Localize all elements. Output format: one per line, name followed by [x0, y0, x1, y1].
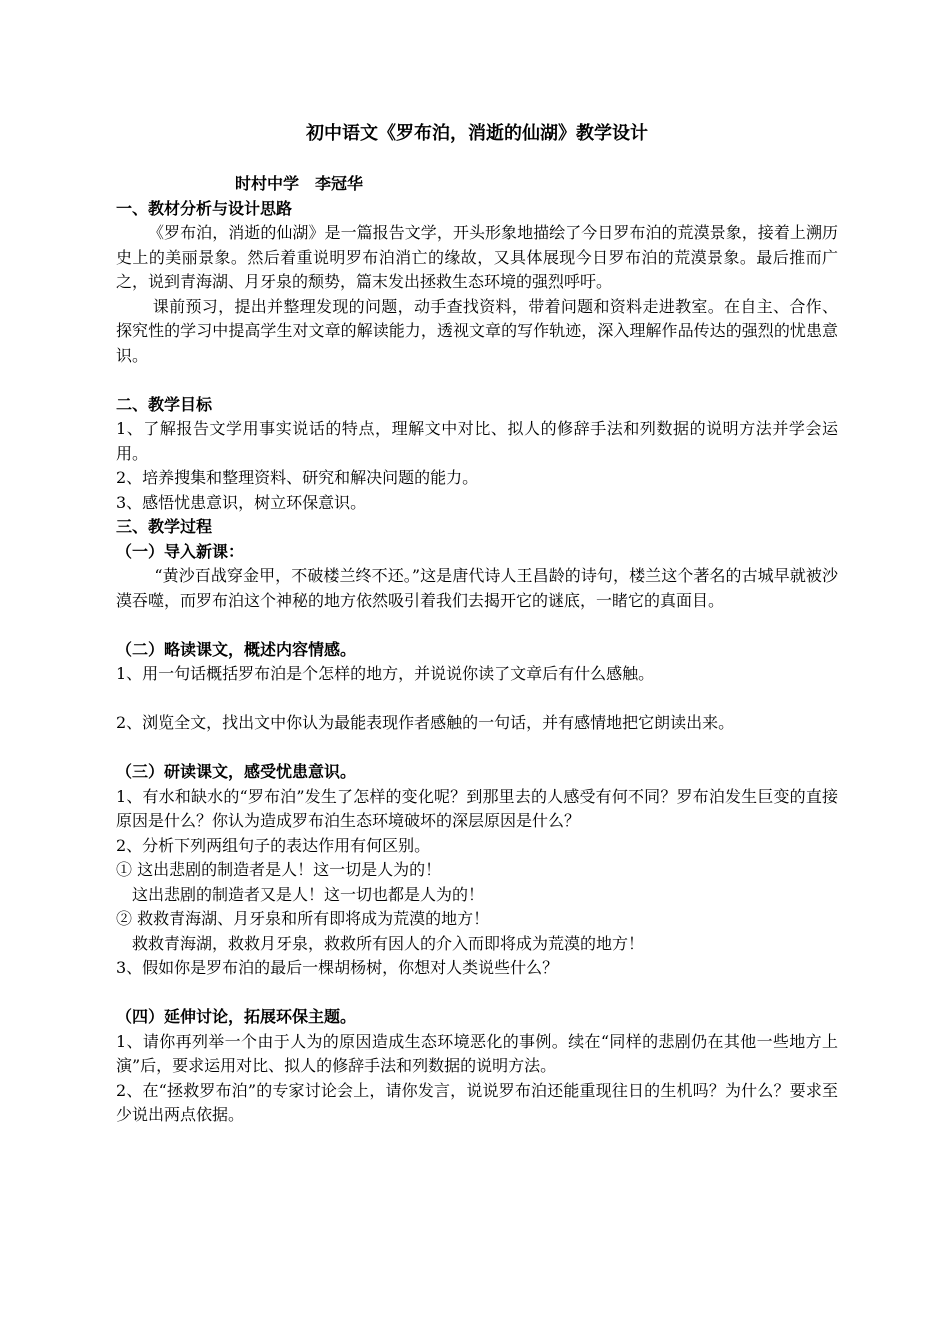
spacer	[116, 613, 838, 638]
sentence-group-2a: ② 救救青海湖、月牙泉和所有即将成为荒漠的地方！	[116, 909, 490, 928]
section-1-paragraph-2: 课前预习，提出并整理发现的问题，动手查找资料，带着问题和资料走进教室。在自主、合作、探究性的学习中提高学生对文章的解读能力，透视文章的写作轨迹，深入理解作品传达的强烈的忧患意识。	[116, 296, 838, 365]
section-3-heading: 三、教学过程	[116, 517, 213, 536]
part-3-question-3: 3、假如你是罗布泊的最后一棵胡杨树，你想对人类说些什么？	[116, 958, 559, 977]
goal-item: 1、了解报告文学用事实说话的特点，理解文中对比、拟人的修辞手法和列数据的说明方法并学会运用。	[116, 419, 838, 463]
part-1-heading: （一）导入新课：	[116, 541, 245, 561]
sentence-group-2b: 救救青海湖，救救月牙泉，救救所有因人的介入而即将成为荒漠的地方！	[132, 933, 645, 953]
part-4-question-2: 2、在“拯救罗布泊”的专家讨论会上，请你发言，说说罗布泊还能重现往日的生机吗？为什么？要求至少说出两点依据。	[116, 1080, 838, 1124]
sentence-group-1a: ① 这出悲剧的制造者是人！这一切是人为的！	[116, 860, 442, 879]
goal-item: 2、培养搜集和整理资料、研究和解决问题的能力。	[116, 468, 479, 487]
section-2-heading: 二、教学目标	[116, 394, 213, 414]
part-3-question-2: 2、分析下列两组句子的表达作用有何区别。	[116, 835, 431, 855]
spacer	[116, 736, 838, 761]
section-1-heading: 一、教材分析与设计思路	[116, 198, 293, 218]
part-4-question-1: 1、请你再列举一个由于人为的原因造成生态环境恶化的事例。续在“同样的悲剧仍在其他一些地方上演”后，要求运用对比、拟人的修辞手法和列数据的说明方法。	[116, 1031, 838, 1075]
section-1-paragraph-1: 《罗布泊，消逝的仙湖》是一篇报告文学，开头形象地描绘了今日罗布泊的荒漠景象，接着上溯历史上的美丽景象。然后着重说明罗布泊消亡的缘故，又具体展现今日罗布泊的荒漠景象。最后推而广之，说到青海湖、月牙泉的颓势，篇末发出拯救生态环境的强烈呼吁。	[116, 223, 838, 291]
document-title: 初中语文《罗布泊，消逝的仙湖》教学设计	[306, 123, 648, 144]
part-3-heading: （三）研读课文，感受忧患意识。	[116, 762, 357, 781]
spacer	[116, 687, 838, 712]
part-2-heading: （二）略读课文，概述内容情感。	[116, 639, 357, 659]
part-3-question-1: 1、有水和缺水的“罗布泊”发生了怎样的变化呢？到那里去的人感受有何不同？罗布泊发生巨变的直接原因是什么？你认为造成罗布泊生态环境破坏的深层原因是什么？	[116, 786, 838, 830]
part-4-heading: （四）延伸讨论，拓展环保主题。	[116, 1007, 357, 1026]
sentence-group-1b: 这出悲剧的制造者又是人！这一切也都是人为的！	[132, 884, 485, 904]
part-2-question-2: 2、浏览全文，找出文中你认为最能表现作者感触的一句话，并有感情地把它朗读出来。	[116, 713, 735, 732]
spacer	[116, 368, 838, 393]
spacer	[116, 981, 838, 1006]
document-page	[116, 120, 838, 1128]
author-line: 时村中学 李冠华	[235, 174, 364, 193]
part-2-question-1: 1、用一句话概括罗布泊是个怎样的地方，并说说你读了文章后有什么感触。	[116, 664, 655, 683]
goal-item: 3、感悟忧患意识，树立环保意识。	[116, 492, 367, 512]
part-1-text: “黄沙百战穿金甲，不破楼兰终不还。”这是唐代诗人王昌龄的诗句，楼兰这个著名的古城早就被沙漠吞噬，而罗布泊这个神秘的地方依然吸引着我们去揭开它的谜底，一睹它的真面目。	[116, 566, 838, 610]
